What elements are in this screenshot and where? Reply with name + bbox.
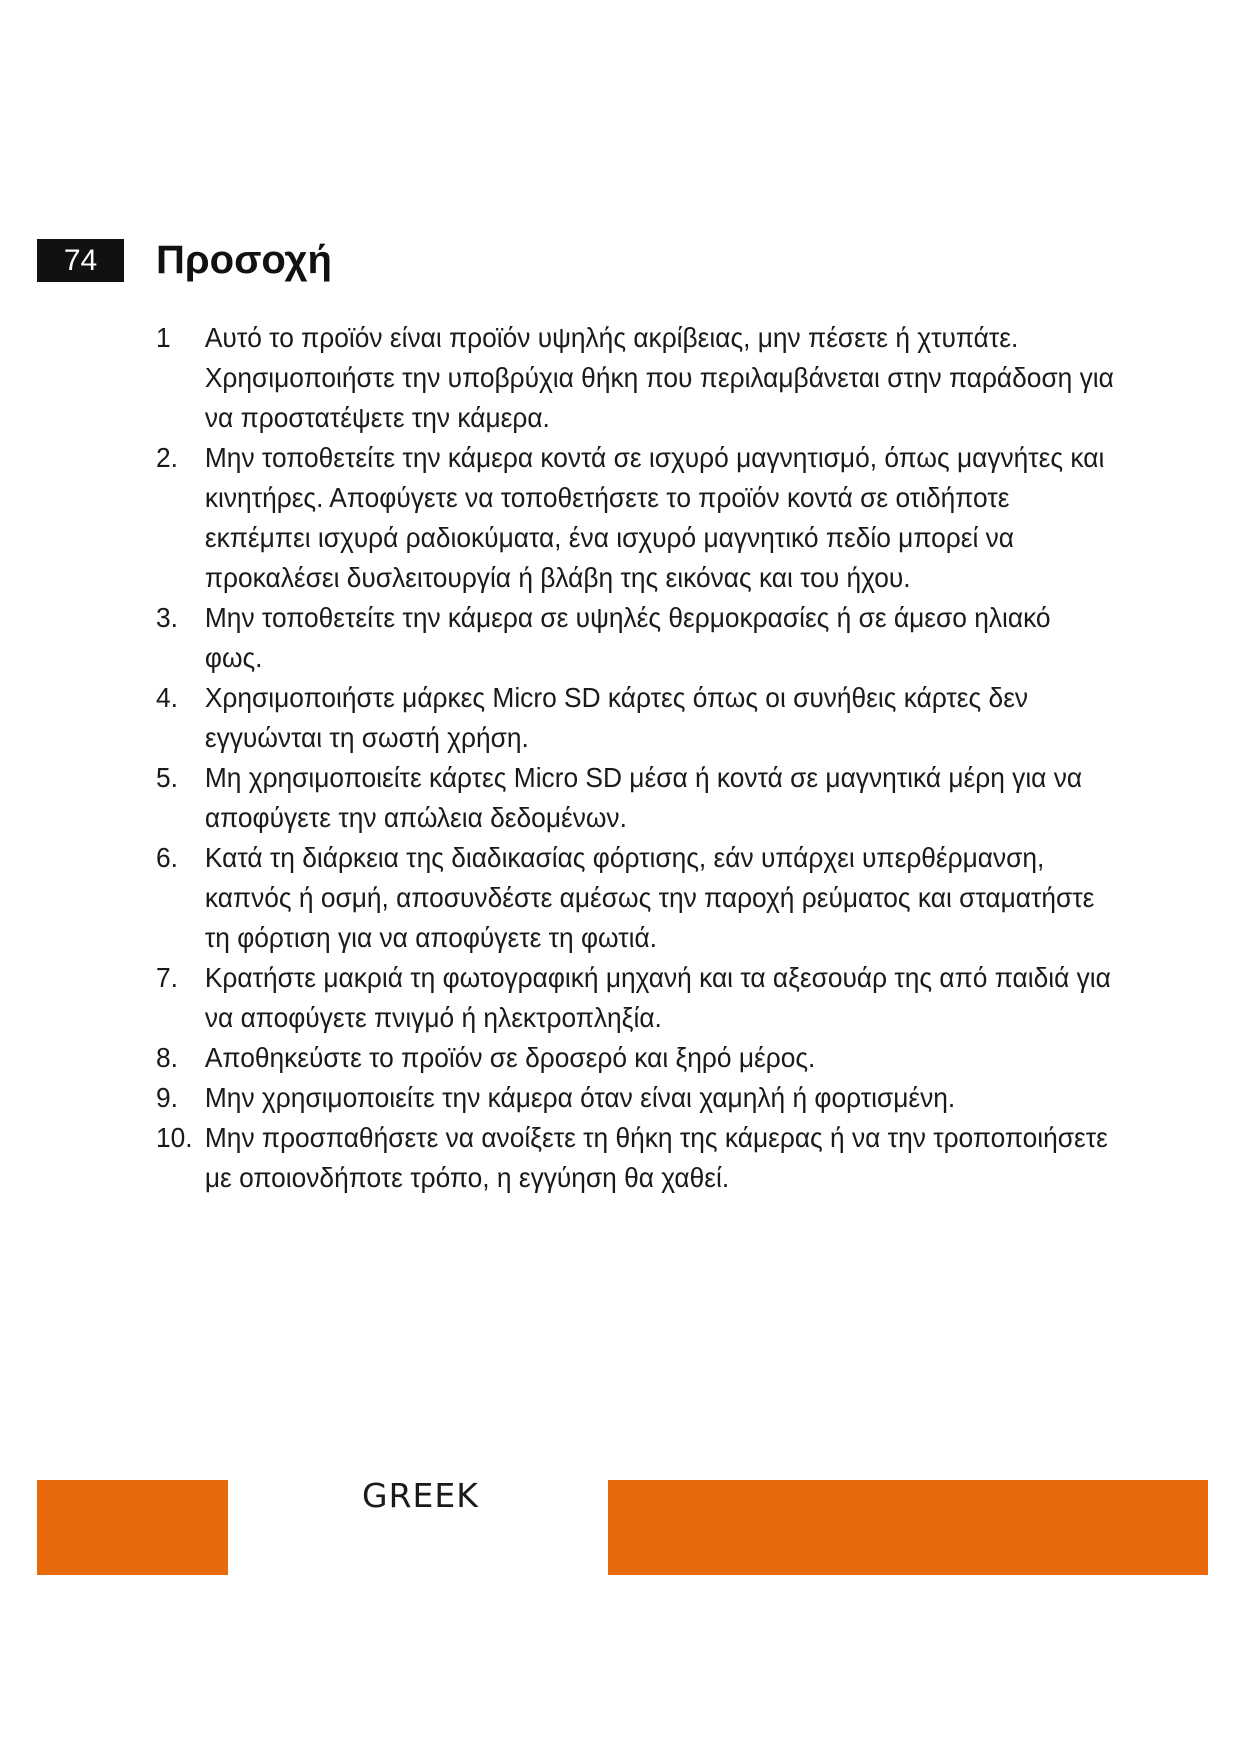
list-item-number: 3.	[156, 602, 178, 633]
list-item	[156, 678, 1115, 758]
footer-language-label: GREEK	[362, 1476, 479, 1515]
list-item-text: Μην τοποθετείτε την κάμερα κοντά σε ισχυρό μαγνητισμό, όπως μαγνήτες και κινητήρες. Αποφύγετε να τοποθετήσετε το προϊόν κοντά σε οτιδήποτε εκπέμπει ισχυρά ραδιοκύματα, ένα ισχυρό μαγνητικό πεδίο μπορεί να προκαλέσει δυσλειτουργία ή βλάβη της εικόνας και του ήχου.	[204, 442, 1105, 593]
page-title: Προσοχή	[156, 238, 332, 282]
list-item	[156, 318, 1115, 438]
list-item-text: Χρησιμοποιήστε μάρκες Micro SD κάρτες όπως οι συνήθεις κάρτες δεν εγγυώνται τη σωστή χρήση.	[204, 682, 1029, 753]
list-item-number: 5.	[156, 762, 178, 793]
footer-accent-bar-left	[37, 1480, 228, 1575]
page-number: 74	[37, 239, 124, 282]
list-item-text: Κατά τη διάρκεια της διαδικασίας φόρτισης, εάν υπάρχει υπερθέρμανση, καπνός ή οσμή, αποσυνδέστε αμέσως την παροχή ρεύματος και σταματήστε τη φόρτιση για να αποφύγετε τη φωτιά.	[204, 842, 1095, 953]
list-item	[156, 598, 1115, 678]
list-item-number: 8.	[156, 1042, 178, 1073]
list-item-text: Αυτό το προϊόν είναι προϊόν υψηλής ακρίβειας, μην πέσετε ή χτυπάτε. Χρησιμοποιήστε την υποβρύχια θήκη που περιλαμβάνεται στην παράδοση για να προστατέψετε την κάμερα.	[204, 322, 1114, 433]
list-item-number: 2.	[156, 442, 178, 473]
list-item-text: Μην τοποθετείτε την κάμερα σε υψηλές θερμοκρασίες ή σε άμεσο ηλιακό φως.	[204, 602, 1051, 673]
list-item	[156, 1078, 1115, 1118]
footer-accent-bar-right	[608, 1480, 1208, 1575]
list-item-number: 6.	[156, 842, 178, 873]
list-item-number: 7.	[156, 962, 178, 993]
list-item-text: Μη χρησιμοποιείτε κάρτες Micro SD μέσα ή κοντά σε μαγνητικά μέρη για να αποφύγετε την απώλεια δεδομένων.	[204, 762, 1083, 833]
list-item	[156, 1038, 1115, 1078]
list-item	[156, 438, 1115, 598]
list-item	[156, 1118, 1115, 1198]
list-item	[156, 838, 1115, 958]
list-item-number: 10.	[156, 1122, 193, 1153]
list-item	[156, 758, 1115, 838]
caution-list	[156, 318, 1115, 1198]
list-item-text: Μην προσπαθήσετε να ανοίξετε τη θήκη της κάμερας ή να την τροποποιήσετε με οποιονδήποτε τρόπο, η εγγύηση θα χαθεί.	[204, 1122, 1108, 1193]
list-item-number: 9.	[156, 1082, 178, 1113]
list-item	[156, 958, 1115, 1038]
list-item-text: Κρατήστε μακριά τη φωτογραφική μηχανή και τα αξεσουάρ της από παιδιά για να αποφύγετε πνιγμό ή ηλεκτροπληξία.	[204, 962, 1111, 1033]
list-item-text: Μην χρησιμοποιείτε την κάμερα όταν είναι χαμηλή ή φορτισμένη.	[204, 1082, 956, 1113]
list-item-text: Αποθηκεύστε το προϊόν σε δροσερό και ξηρό μέρος.	[204, 1042, 816, 1073]
list-item-number: 1	[156, 322, 171, 353]
list-item-number: 4.	[156, 682, 178, 713]
